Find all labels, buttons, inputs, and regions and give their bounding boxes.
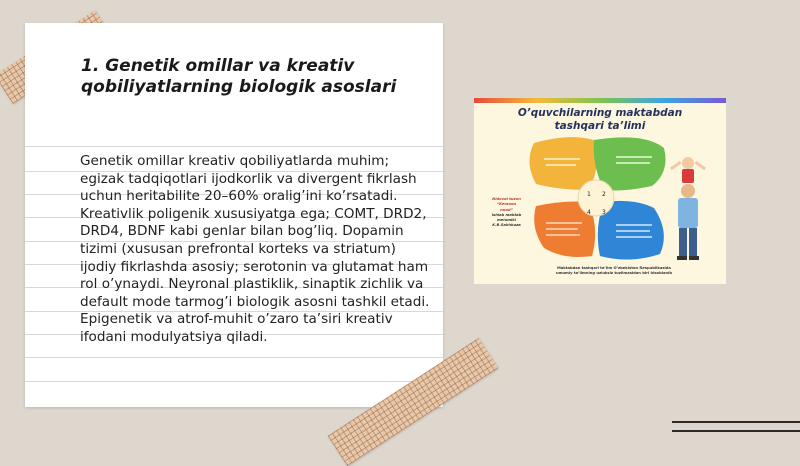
petal-text-line <box>546 164 576 166</box>
section-title: 1. Genetik omillar va kreativ qobiliyatlarning biologik asoslari <box>81 56 397 97</box>
petal-text-line <box>546 222 582 224</box>
petal-text-line <box>616 230 650 232</box>
father-torso <box>678 198 698 228</box>
decorative-line <box>672 430 800 432</box>
side-note-line: nnod” <box>500 207 513 212</box>
petal-number: 1 <box>587 191 591 198</box>
decorative-lines <box>672 421 800 439</box>
side-note-line: “Keraxon <box>496 202 517 207</box>
father-leg <box>679 228 687 256</box>
slide-footer-line: Maktabdan tashqari ta’lim O’zbekiston Respublikasida <box>557 266 671 270</box>
child-arm <box>670 161 682 170</box>
paper-rule-line <box>25 381 443 382</box>
petal-number: 4 <box>587 209 591 216</box>
father-child-illustration <box>670 157 706 260</box>
father-shoe <box>689 256 699 260</box>
side-note-line: melumiki <box>496 218 517 223</box>
petal-number: 2 <box>602 191 606 198</box>
father-head <box>681 184 695 198</box>
slide-title-line1: O’quvchilarning maktabdan <box>517 107 683 119</box>
slide-footer <box>514 266 714 277</box>
note-card <box>25 23 443 407</box>
petal-text-line <box>546 228 578 230</box>
decorative-line <box>672 421 800 423</box>
petal-text-line <box>616 156 652 158</box>
center-circle <box>578 180 614 216</box>
slide-title-line2: tashqari ta’limi <box>554 120 646 132</box>
petal-text-line <box>616 236 652 238</box>
petal-text-line <box>616 162 650 164</box>
slide-footer-line: umumiy ta’limning uzluksiz tuzilmasidan biri hisoblanib <box>555 271 673 276</box>
paper-rule-line <box>25 146 443 147</box>
slide-image <box>474 98 726 284</box>
side-note-line: K.B.Sakhkuza <box>492 223 521 228</box>
child-body <box>682 169 694 183</box>
child-arm <box>695 161 707 170</box>
side-note-line: Nidoval tuzon <box>492 197 521 201</box>
petal-number: 3 <box>602 209 606 216</box>
child-head <box>682 157 694 169</box>
petal-text-line <box>544 158 580 160</box>
flower-diagram <box>474 98 726 284</box>
petal-text-line <box>546 234 580 236</box>
paper-rule-line <box>25 357 443 358</box>
petal-text-line <box>616 224 652 226</box>
side-note-line: ishlab maktab <box>491 212 522 217</box>
section-body: Genetik omillar kreativ qobiliyatlarda muhim; egizak tadqiqotlari ijodkorlik va divergent fikrlash uchun heritabilite 20–60% oralig’ini ko’rsatadi. Kreativlik poligenik xususiyatga ega; COMT, DRD2, DRD4, BDNF kabi genlar bilan bog’liq. Dopamin tizimi (xususan prefrontal korteks va striatum) ijodiy fikrlashda asosiy; serotonin va glutamat ham rol o’ynaydi. Neyronal plastiklik, sinaptik zichlik va default mode tarmog’i biologik asosni tashkil etadi. Epigenetik va atrof-muhit o’zaro ta’siri kreativ ifodani modulyatsiya qiladi. <box>80 153 430 345</box>
father-shoe <box>677 256 687 260</box>
side-note <box>479 197 534 229</box>
father-leg <box>689 228 697 256</box>
